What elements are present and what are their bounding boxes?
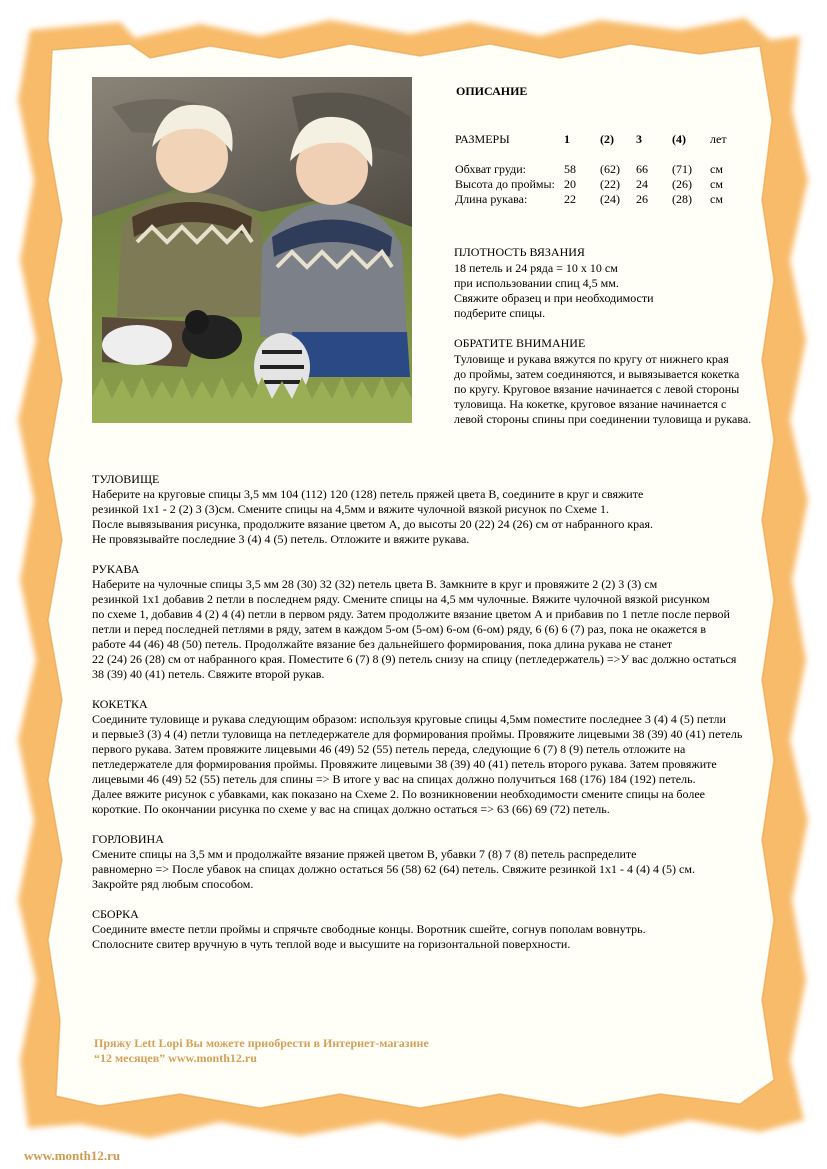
measure-value: 20 bbox=[564, 177, 576, 191]
size-unit: лет bbox=[710, 132, 727, 146]
attention-line: Туловище и рукава вяжутся по кругу от нижнего края bbox=[454, 352, 729, 366]
sizes-label: РАЗМЕРЫ bbox=[455, 132, 510, 146]
attention-line: до проймы, затем соединяются, и вывязывается кокетка bbox=[454, 367, 740, 381]
size-col-3: 3 bbox=[636, 132, 642, 146]
measure-label: Обхват груди: bbox=[455, 162, 526, 176]
neck-line: Закройте ряд любым способом. bbox=[92, 877, 254, 891]
attention-line: левой стороны спины при соединении туловища и рукава. bbox=[454, 412, 752, 426]
measure-value: 22 bbox=[564, 192, 576, 206]
neck-section bbox=[92, 832, 782, 892]
gauge-line: при использовании спиц 4,5 мм. bbox=[454, 276, 619, 290]
sleeves-line: резинкой 1х1 добавив 2 петли в последнем ряду. Смените спицы на 4,5 мм чулочные. Вяжите чулочной вязкой рисунком bbox=[92, 592, 710, 606]
sizes-row bbox=[455, 162, 727, 177]
measure-unit: см bbox=[710, 192, 723, 206]
neck-line: Смените спицы на 3,5 мм и продолжайте вязание пряжей цветом В, убавки 7 (8) 7 (8) петель распределите bbox=[92, 847, 637, 861]
sleeves-title: РУКАВА bbox=[92, 562, 140, 576]
photo-children-sweaters bbox=[92, 77, 412, 423]
yoke-line: первого рукава. Затем провяжите лицевыми 46 (49) 52 (55) петель переда, следующие 6 (7) 8 (9) петель отложите на bbox=[92, 742, 686, 756]
gauge-title: ПЛОТНОСТЬ ВЯЗАНИЯ bbox=[454, 245, 585, 259]
measure-label: Длина рукава: bbox=[455, 192, 528, 206]
neck-title: ГОРЛОВИНА bbox=[92, 832, 164, 846]
measure-unit: см bbox=[710, 162, 723, 176]
measure-value: (28) bbox=[672, 192, 692, 206]
body-title: ТУЛОВИЩЕ bbox=[92, 472, 160, 486]
measure-value: 66 bbox=[636, 162, 648, 176]
measure-value: (22) bbox=[600, 177, 620, 191]
sleeves-line: Наберите на чулочные спицы 3,5 мм 28 (30) 32 (32) петель цвета В. Замкните в круг и провяжите 2 (2) 3 (3) см bbox=[92, 577, 658, 591]
yoke-line: Соедините туловище и рукава следующим образом: используя круговые спицы 4,5мм поместите последнее 3 (4) 4 (5) петли bbox=[92, 712, 726, 726]
gauge-line: подберите спицы. bbox=[454, 306, 546, 320]
attention-line: по кругу. Круговое вязание начинается с левой стороны bbox=[454, 382, 740, 396]
yoke-line: короткие. По окончании рисунка по схеме у вас на спицах должно остаться => 63 (66) 69 (72) петель. bbox=[92, 802, 610, 816]
measure-value: 26 bbox=[636, 192, 648, 206]
attention-line: туловища. На кокетке, круговое вязание начинается с bbox=[454, 397, 727, 411]
size-col-2: (2) bbox=[600, 132, 614, 146]
sizes-header-row bbox=[455, 132, 727, 147]
description-title: ОПИСАНИЕ bbox=[456, 84, 528, 98]
sleeves-line: петли и перед последней петлями в ряду, затем в каждом 5-ом (5-ом) 6-ом (6-ом) ряду, 6 (6) 6 (7) раз, пока не окажется в bbox=[92, 622, 707, 636]
attention-title: ОБРАТИТЕ ВНИМАНИЕ bbox=[454, 336, 586, 350]
sleeves-section bbox=[92, 562, 782, 682]
measure-value: 58 bbox=[564, 162, 576, 176]
measure-label: Высота до проймы: bbox=[455, 177, 555, 191]
sizes-row bbox=[455, 192, 727, 207]
body-line: После вывязывания рисунка, продолжите вязание цветом А, до высоты 20 (22) 24 (26) см от набранного края. bbox=[92, 517, 653, 531]
sleeves-line: 22 (24) 26 (28) см от набранного края. Поместите 6 (7) 8 (9) петель снизу на спицу (петледержатель) =>У вас должно остаться bbox=[92, 652, 737, 666]
gauge-line: Свяжите образец и при необходимости bbox=[454, 291, 654, 305]
yoke-line: лицевыми 46 (49) 52 (55) петель для спины => В итоге у вас на спицах должно получиться 168 (176) 184 (192) петель. bbox=[92, 772, 696, 786]
yoke-line: Далее вяжите рисунок с убавками, как показано на Схеме 2. По возникновении необходимости смените спицы на более bbox=[92, 787, 705, 801]
sizes-row bbox=[455, 177, 727, 192]
assembly-line: Сполосните свитер вручную в чуть теплой воде и высушите на горизонтальной поверхности. bbox=[92, 937, 571, 951]
measure-value: (24) bbox=[600, 192, 620, 206]
body-line: Не провязывайте последние 3 (4) 4 (5) петель. Отложите и вяжите рукава. bbox=[92, 532, 470, 546]
sleeves-line: работе 44 (46) 48 (50) петель. Продолжайте вязание без дальнейшего формирования, пока длина рукава не станет bbox=[92, 637, 673, 651]
neck-line: равномерно => После убавок на спицах должно остаться 56 (58) 62 (64) петель. Свяжите резинкой 1х1 - 4 (4) 4 (5) см. bbox=[92, 862, 695, 876]
measure-value: 24 bbox=[636, 177, 648, 191]
sleeves-line: по схеме 1, добавив 4 (2) 4 (4) петли в первом ряду. Затем продолжите вязание цветом А и прибавив по 1 петле после первой bbox=[92, 607, 730, 621]
gauge-line: 18 петель и 24 ряда = 10 х 10 см bbox=[454, 261, 618, 275]
measure-value: (71) bbox=[672, 162, 692, 176]
size-col-1: 1 bbox=[564, 132, 570, 146]
yoke-line: петледержателе для формирования проймы. Провяжите лицевыми 38 (39) 40 (41) петель второго рукава. Затем провяжите bbox=[92, 757, 717, 771]
measure-unit: см bbox=[710, 177, 723, 191]
assembly-title: СБОРКА bbox=[92, 907, 139, 921]
assembly-section bbox=[92, 907, 782, 952]
footer-website-link[interactable]: www.month12.ru bbox=[24, 1148, 121, 1163]
promo-line-2[interactable]: “12 месяцев” www.month12.ru bbox=[94, 1051, 257, 1065]
sleeves-line: 38 (39) 40 (41) петель. Свяжите второй рукав. bbox=[92, 667, 325, 681]
sizes-table bbox=[455, 132, 727, 207]
size-col-4: (4) bbox=[672, 132, 686, 146]
body-section bbox=[92, 472, 782, 547]
yoke-line: и первые3 (3) 4 (4) петли туловища на петледержателе для формирования проймы. Провяжите лицевыми 38 (39) 40 (41) петель bbox=[92, 727, 743, 741]
measure-value: (26) bbox=[672, 177, 692, 191]
yoke-section bbox=[92, 697, 782, 817]
yoke-title: КОКЕТКА bbox=[92, 697, 148, 711]
measure-value: (62) bbox=[600, 162, 620, 176]
assembly-line: Соедините вместе петли проймы и спрячьте свободные концы. Воротник сшейте, согнув пополам вовнутрь. bbox=[92, 922, 646, 936]
body-line: Наберите на круговые спицы 3,5 мм 104 (112) 120 (128) петель пряжей цвета В, соедините в круг и свяжите bbox=[92, 487, 644, 501]
body-line: резинкой 1х1 - 2 (2) 3 (3)см. Смените спицы на 4,5мм и вяжите чулочной вязкой рисунок по Схеме 1. bbox=[92, 502, 609, 516]
promo-line-1: Пряжу Lett Lopi Вы можете приобрести в Интернет-магазине bbox=[94, 1036, 429, 1050]
